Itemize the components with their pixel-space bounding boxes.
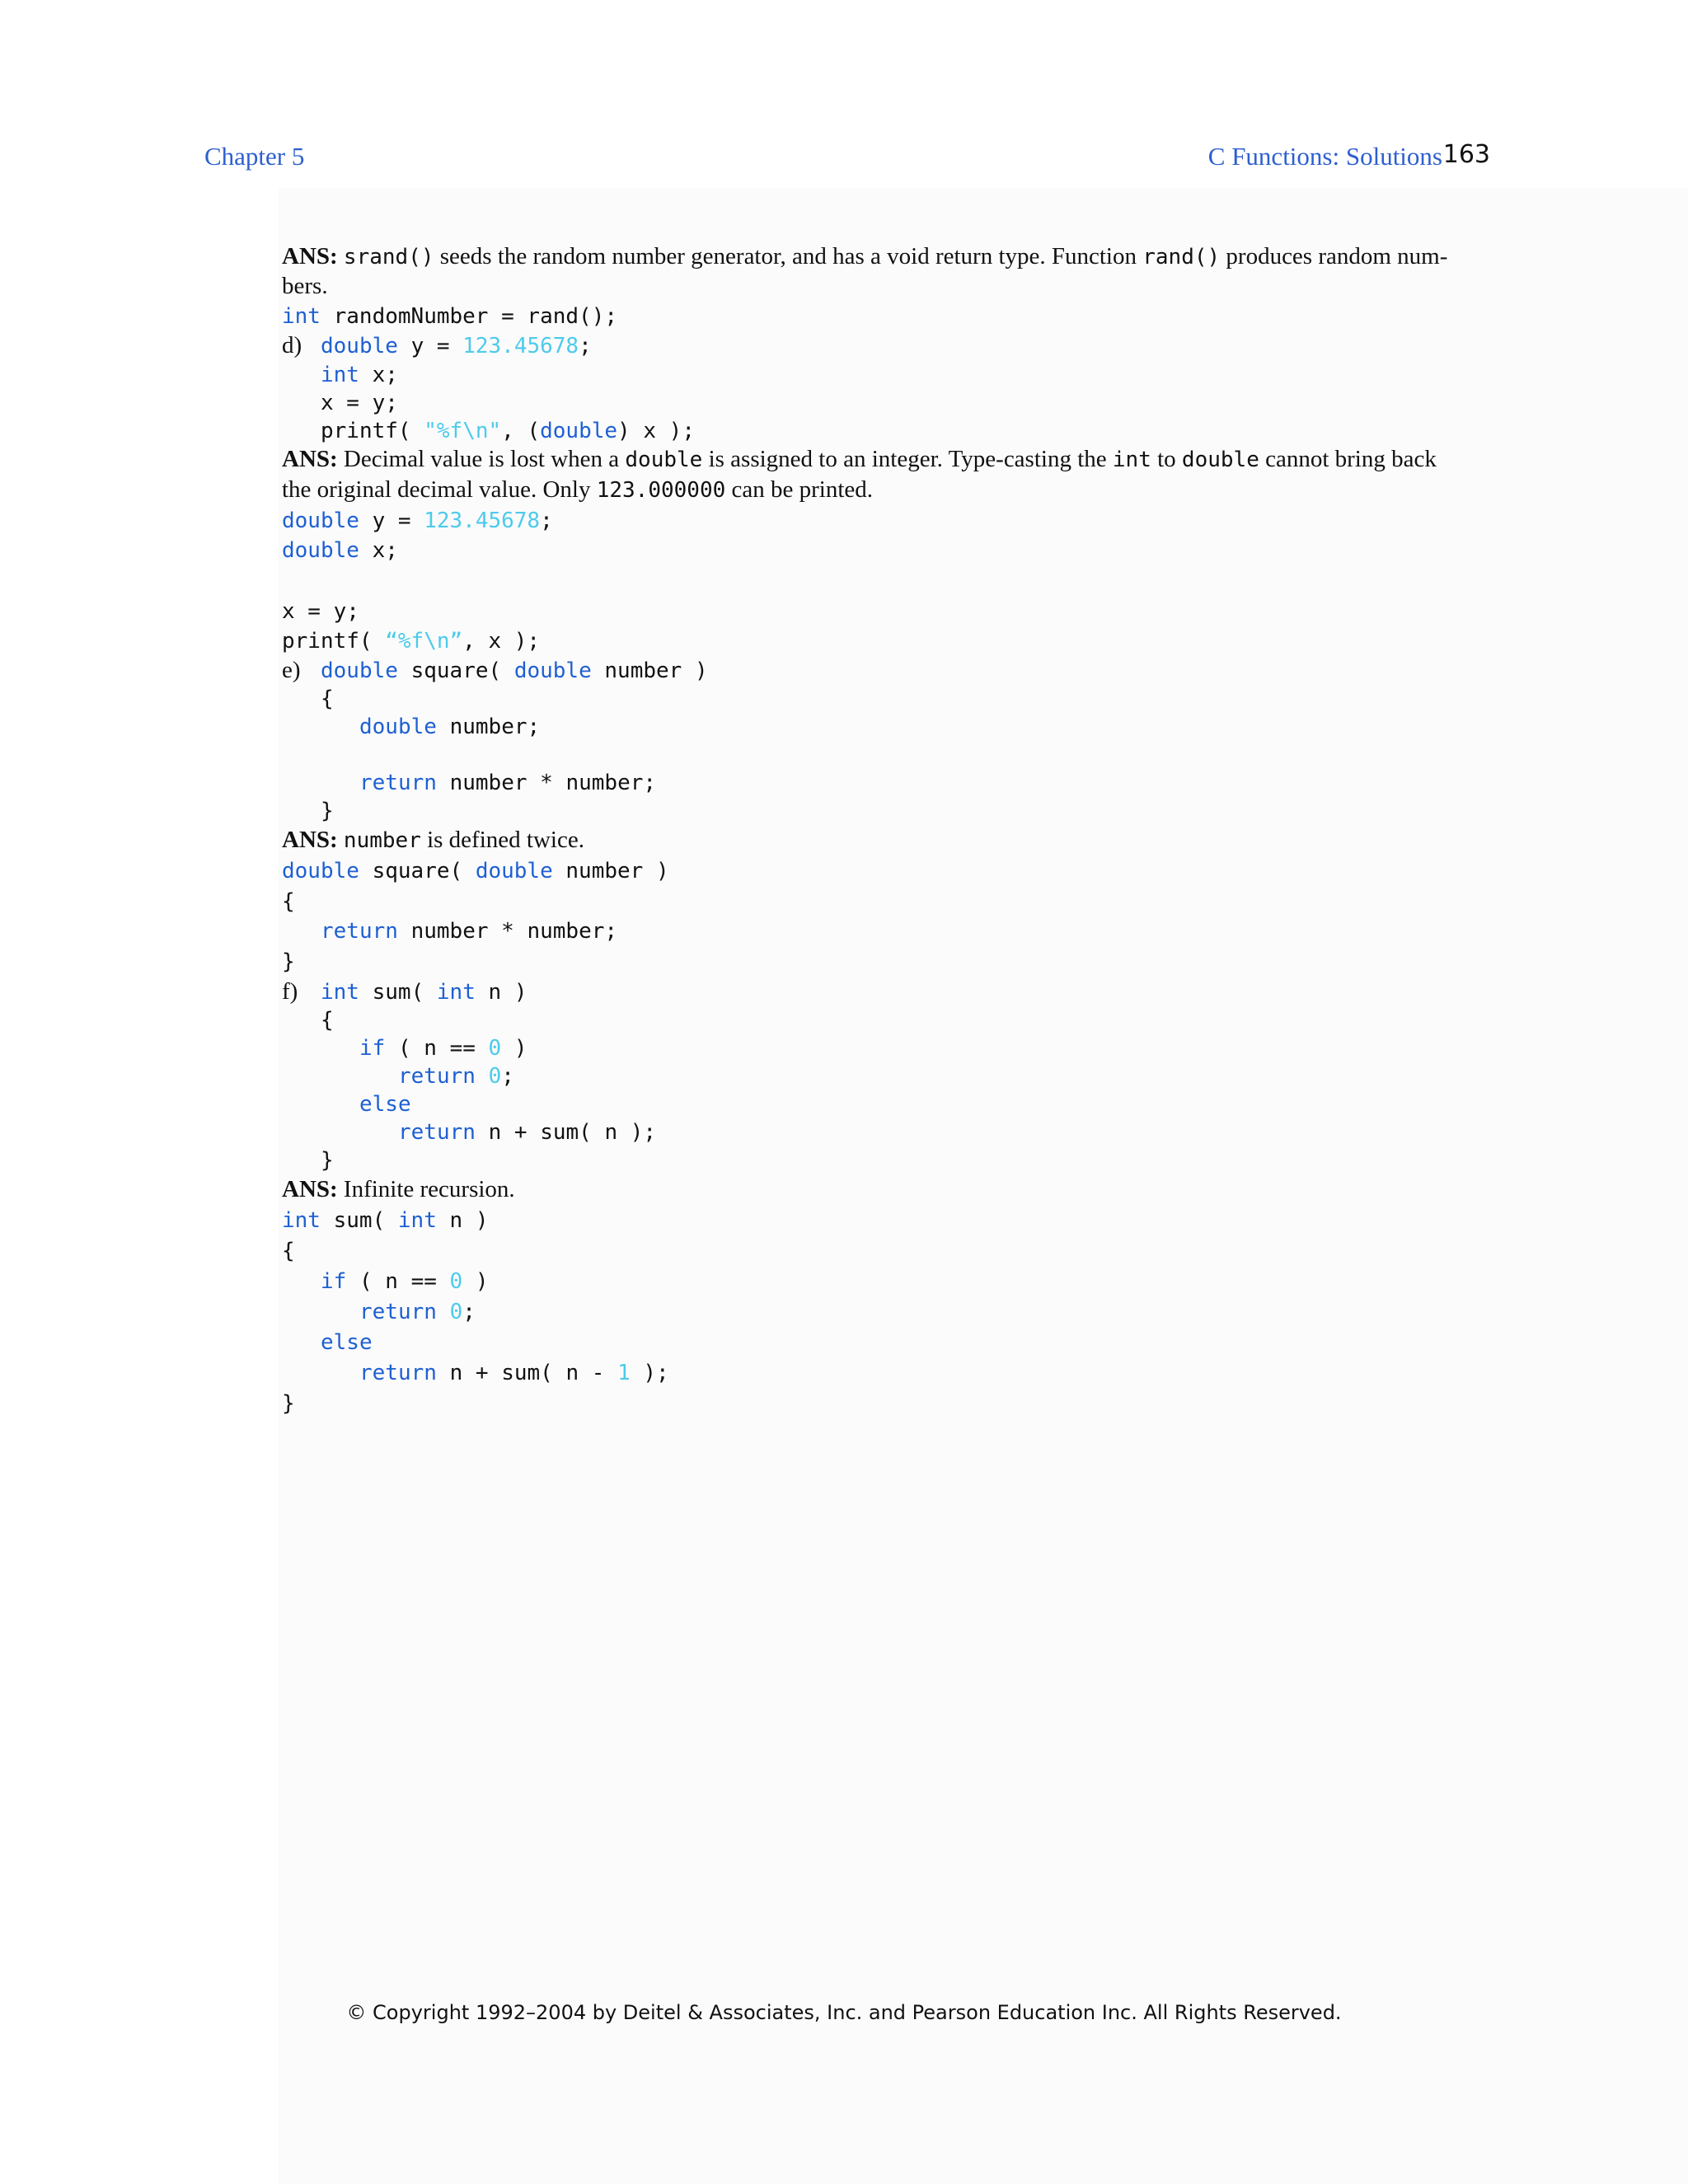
code-text: ( n ==: [385, 1036, 489, 1061]
code-line: [282, 655, 1493, 686]
prose-text: Infinite recursion.: [337, 1176, 515, 1202]
code-literal: “%f\n”: [385, 629, 463, 654]
code-text: ( n ==: [346, 1269, 450, 1294]
code-literal: 0: [449, 1300, 463, 1324]
inline-code: 123.000000: [596, 478, 726, 503]
code-line: [282, 505, 1493, 536]
code-text: sum(: [320, 1208, 398, 1233]
code-text: x = y;: [282, 599, 359, 624]
code-keyword: double: [540, 419, 618, 443]
inline-code: rand(): [1142, 245, 1221, 269]
code-keyword: int: [321, 980, 359, 1005]
code-line: [282, 301, 1493, 331]
code-line: [282, 1296, 1493, 1327]
code-literal: 123.45678: [424, 509, 541, 533]
code-line: [282, 330, 1493, 361]
prose-text: seeds the random number generator, and has a void return type. Function: [434, 243, 1143, 269]
code-keyword: else: [359, 1092, 411, 1117]
code-text: {: [321, 687, 334, 711]
code-text: }: [321, 1148, 334, 1173]
answer-text-line: [282, 475, 1493, 505]
code-line: [282, 626, 1493, 656]
code-line: [282, 596, 1493, 626]
code-line: [282, 683, 1493, 714]
code-text: n ): [475, 980, 528, 1005]
code-text: y =: [397, 334, 463, 359]
answer-text-line: [282, 444, 1493, 475]
code-line: [282, 946, 1493, 977]
code-literal: 0: [488, 1036, 502, 1061]
code-keyword: if: [359, 1036, 386, 1061]
code-text: printf(: [321, 419, 424, 443]
prose-text: cannot bring back: [1259, 446, 1437, 472]
code-text: number ): [591, 658, 708, 683]
code-keyword: return: [398, 1120, 476, 1145]
code-keyword: return: [359, 1361, 437, 1385]
code-keyword: return: [398, 1064, 476, 1089]
prose-text: produces random num-: [1220, 243, 1448, 269]
code-text: x = y;: [321, 391, 398, 415]
code-line: [282, 1089, 1493, 1119]
code-line: [282, 535, 1493, 565]
inline-code: number: [343, 828, 421, 853]
code-text: n + sum( n );: [475, 1120, 657, 1145]
code-literal: 123.45678: [462, 334, 579, 359]
code-line: [282, 1205, 1493, 1235]
code-text: ;: [540, 509, 553, 533]
code-text: ): [501, 1036, 528, 1061]
code-text: }: [282, 1391, 295, 1416]
inline-code: int: [1112, 448, 1151, 472]
code-keyword: return: [359, 771, 437, 795]
code-text: [437, 1300, 450, 1324]
code-literal: 0: [449, 1269, 463, 1294]
code-line: [282, 795, 1493, 826]
code-line: [282, 387, 1493, 418]
code-text: number * number;: [397, 919, 618, 944]
code-text: }: [282, 949, 295, 974]
code-line: [282, 1357, 1493, 1388]
code-text: square(: [397, 658, 514, 683]
code-keyword: double: [513, 658, 592, 683]
code-text: , (: [501, 419, 541, 443]
code-keyword: int: [282, 1208, 321, 1233]
inline-code: double: [1181, 448, 1259, 472]
inline-code: double: [625, 448, 703, 472]
code-keyword: double: [282, 538, 359, 563]
code-text: ;: [462, 1300, 476, 1324]
code-text: x;: [359, 363, 398, 387]
code-text: {: [282, 889, 295, 914]
code-line: [282, 886, 1493, 916]
code-keyword: if: [321, 1269, 347, 1294]
code-line: [282, 977, 1493, 1007]
code-line: [282, 1033, 1493, 1063]
code-text: ) x );: [617, 419, 695, 443]
code-text: square(: [359, 859, 476, 883]
answer-label: ANS:: [282, 446, 338, 472]
code-line: [282, 1388, 1493, 1418]
code-line: [282, 1235, 1493, 1266]
code-line: [282, 1005, 1493, 1035]
code-line: [282, 711, 1493, 742]
code-keyword: int: [282, 304, 321, 329]
prose-text: [338, 243, 344, 269]
code-keyword: double: [321, 658, 398, 683]
code-text: {: [321, 1008, 334, 1033]
code-line: [282, 916, 1493, 946]
code-text: ;: [579, 334, 592, 359]
exercise-part-label: e): [282, 657, 301, 683]
code-text: n ): [436, 1208, 489, 1233]
code-text: x;: [359, 538, 398, 563]
exercise-part-label: f): [282, 978, 298, 1005]
code-text: ): [462, 1269, 489, 1294]
answer-label: ANS:: [282, 827, 338, 853]
code-line: [282, 767, 1493, 798]
code-keyword: return: [359, 1300, 437, 1324]
code-keyword: int: [321, 363, 359, 387]
answer-label: ANS:: [282, 243, 338, 269]
running-header-chapter: Chapter 5: [204, 142, 305, 171]
code-line: [282, 1061, 1493, 1091]
exercise-part-label: d): [282, 332, 302, 359]
code-text: n + sum( n -: [436, 1361, 618, 1385]
code-keyword: double: [282, 859, 359, 883]
code-text: [476, 1064, 489, 1089]
code-line: [282, 1145, 1493, 1175]
code-line: [282, 415, 1493, 446]
code-literal: 0: [488, 1064, 502, 1089]
prose-text: the original decimal value. Only: [282, 476, 597, 503]
code-text: number;: [436, 715, 541, 739]
answer-text-line: [282, 1174, 1493, 1205]
code-text: ;: [501, 1064, 514, 1089]
prose-text: Decimal value is lost when a: [337, 446, 626, 472]
code-keyword: double: [475, 859, 553, 883]
code-line: [282, 1117, 1493, 1147]
code-line: [282, 1266, 1493, 1296]
code-keyword: int: [397, 1208, 437, 1233]
code-text: , x );: [462, 629, 541, 654]
running-header-title: C Functions: Solutions: [1207, 142, 1442, 171]
copyright-footer: © Copyright 1992–2004 by Deitel & Associates, Inc. and Pearson Education Inc. All Rights Reserved.: [346, 2001, 1342, 2024]
code-keyword: double: [321, 334, 398, 359]
code-literal: "%f\n": [424, 419, 502, 443]
code-line: [282, 855, 1493, 886]
answer-text-line: [282, 271, 1493, 302]
code-keyword: double: [282, 509, 359, 533]
code-text: );: [630, 1361, 669, 1385]
prose-text: can be printed.: [725, 476, 874, 503]
answer-text-line: [282, 825, 1493, 855]
code-keyword: else: [321, 1330, 373, 1355]
prose-text: is defined twice.: [420, 827, 584, 853]
code-text: randomNumber = rand();: [320, 304, 617, 329]
answer-text-line: [282, 241, 1493, 272]
code-text: {: [282, 1239, 295, 1263]
prose-text: [338, 827, 344, 853]
code-text: }: [321, 799, 334, 823]
code-line: [282, 1327, 1493, 1357]
code-keyword: return: [321, 919, 398, 944]
code-literal: 1: [617, 1361, 631, 1385]
inline-code: srand(): [343, 245, 434, 269]
code-line: [282, 359, 1493, 390]
code-keyword: int: [436, 980, 476, 1005]
prose-text: bers.: [282, 273, 328, 299]
answer-label: ANS:: [282, 1176, 338, 1202]
prose-text: to: [1151, 446, 1182, 472]
code-text: number ): [552, 859, 669, 883]
code-text: printf(: [282, 629, 386, 654]
prose-text: is assigned to an integer. Type-casting the: [702, 446, 1113, 472]
page-number: 163: [1442, 140, 1490, 169]
code-keyword: double: [359, 715, 437, 739]
code-text: sum(: [359, 980, 437, 1005]
code-text: number * number;: [436, 771, 657, 795]
code-text: y =: [359, 509, 424, 533]
